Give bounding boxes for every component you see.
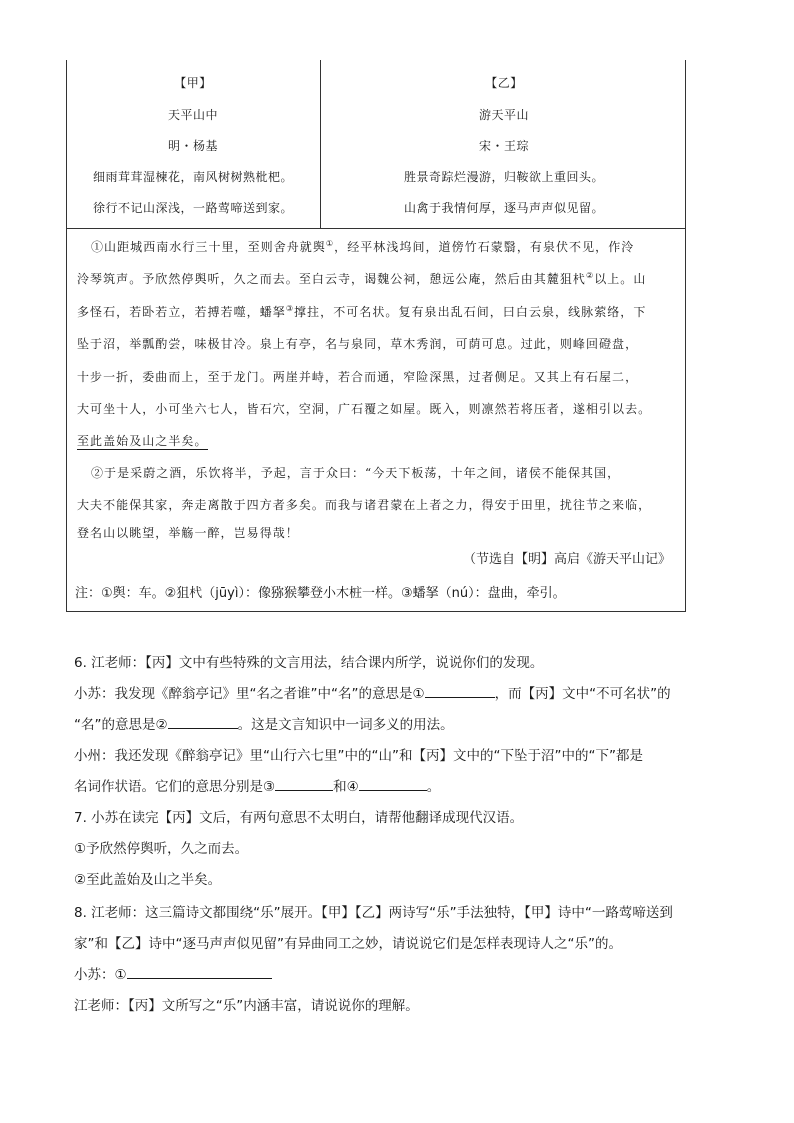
poem-jia-author: 明・杨基 xyxy=(167,139,219,153)
poem-yi-line1: 胜景奇踪烂漫游，归鞍欲上重回头。 xyxy=(403,170,605,184)
q6-su-answer-line xyxy=(74,682,671,702)
q6-su-answer-line xyxy=(74,713,454,733)
reading-table xyxy=(66,60,686,612)
prose-line: 十步一折，委曲而上，至于龙门。两崖并峙，若合而通，窄险深黑，过者侧足。又其上有石屋二， xyxy=(77,370,639,384)
column-divider xyxy=(320,60,321,228)
prose-line: 大夫不能保其家，奔走离散于四方者多矣。而我与诸君蒙在上者之力，得安于田里，扰往节之来临， xyxy=(77,498,652,512)
poem-jia-line2: 徐行不记山深浅，一路莺啼送到家。 xyxy=(92,201,294,215)
q6-zhou-text: 和④ xyxy=(333,779,359,795)
prose-line xyxy=(91,238,675,255)
answer-blank-2[interactable] xyxy=(168,716,238,729)
q6-su-text: 小苏：我发现《醉翁亭记》里“名之者谁”中“名”的意思是① xyxy=(74,686,425,702)
footnote-marker: ② xyxy=(585,271,595,280)
question-8: 8. 江老师：这三篇诗文都围绕“乐”展开。【甲】【乙】两诗写“乐”手法独特，【甲】诗中“一路莺啼送到 xyxy=(74,905,673,921)
footnote-marker: ① xyxy=(325,239,335,248)
q8-su-answer-line xyxy=(74,963,272,983)
annotation-notes: 注：①舆：车。②狙杙（jūyì）：像猕猴攀登小木桩一样。③蟠拏（nú）：盘曲，牵引。 xyxy=(75,586,566,601)
answer-blank-3[interactable] xyxy=(275,778,333,791)
prose-line: ②于是采蔚之酒，乐饮将半，予起，言于众曰：“今天下板荡，十年之间，诸侯不能保其国， xyxy=(91,466,621,480)
prose-line xyxy=(77,303,675,320)
q6-su-text: ，而【丙】文中“不可名状”的 xyxy=(494,686,671,702)
answer-blank-1[interactable] xyxy=(425,685,495,698)
prose-line: 登名山以眺望，举觞一醉，岂易得哉！ xyxy=(77,526,299,540)
prose-line: 大可坐十人，小可坐六七人，皆石穴，空洞，广石覆之如屋。既入，则凛然若将压者，遂相引以去。 xyxy=(77,402,652,416)
source-citation: （节选自【明】高启《游天平山记》 xyxy=(462,552,671,567)
poem-jia-title: 天平山中 xyxy=(167,108,219,122)
q7-sentence-1: ①予欣然停舆听，久之而去。 xyxy=(74,841,249,857)
question-8-cont: 家”和【乙】诗中“逐马声声似见留”有异曲同工之妙，请说说它们是怎样表现诗人之“乐”的。 xyxy=(74,936,622,952)
prose-text: 撑拄，不可名状。复有泉出乱石间，曰白云泉，线脉萦络，下 xyxy=(294,305,647,319)
answer-blank-4[interactable] xyxy=(359,778,427,791)
poem-yi-title: 游天平山 xyxy=(478,108,530,122)
prose-text: 泠琴筑声。予欣然停舆听，久之而去。至白云寺，谒魏公祠，憩远公庵，然后由其麓狙杙 xyxy=(77,272,586,286)
q6-zhou-text: 名词作状语。它们的意思分别是③ xyxy=(74,779,276,795)
q8-su-text: 小苏：① xyxy=(74,967,127,983)
q6-zhou-answer-line xyxy=(74,775,440,795)
q6-zhou-line: 小州：我还发现《醉翁亭记》里“山行六七里”中的“山”和【丙】文中的“下坠于沼”中的“下”都是 xyxy=(74,748,643,764)
prose-text: ①山距城西南水行三十里，至则舍舟就舆 xyxy=(91,240,326,254)
poem-jia-line1: 细雨茸茸湿楝花，南风树树熟枇杷。 xyxy=(92,170,294,184)
prose-text: 以上。山 xyxy=(594,272,647,286)
poem-yi-author: 宋・王琮 xyxy=(478,139,530,153)
answer-blank-5[interactable] xyxy=(127,966,272,979)
poem-yi-tag: 【乙】 xyxy=(485,76,523,90)
poem-jia-tag: 【甲】 xyxy=(174,76,212,90)
prose-text: ，经平林浅坞间，道傍竹石蒙翳，有泉伏不见，作泠 xyxy=(334,240,635,254)
poem-yi-line2: 山禽于我情何厚，逐马声声似见留。 xyxy=(403,201,605,215)
q8-teacher-prompt: 江老师：【丙】文所写之“乐”内涵丰富，请说说你的理解。 xyxy=(74,998,419,1014)
prose-text: 多怪石，若卧若立，若搏若噬，蟠拏 xyxy=(77,305,286,319)
prose-line: 坠于沼，举瓢酌尝，味极甘冷。泉上有亭，名与泉同，草木秀润，可荫可息。过此，则峰回磴盘， xyxy=(77,337,639,351)
prose-line xyxy=(77,270,675,287)
q6-su-text: 。这是文言知识中一词多义的用法。 xyxy=(237,717,454,733)
footnote-marker: ③ xyxy=(285,304,295,313)
q6-zhou-text: 。 xyxy=(426,779,441,795)
row-divider xyxy=(67,228,685,229)
q6-su-text: “名”的意思是② xyxy=(74,717,168,733)
question-6: 6. 江老师：【丙】文中有些特殊的文言用法，结合课内所学，说说你们的发现。 xyxy=(74,655,544,671)
underlined-sentence: 至此盖始及山之半矣。 xyxy=(77,434,208,448)
question-7: 7. 小苏在读完【丙】文后，有两句意思不太明白，请帮他翻译成现代汉语。 xyxy=(74,810,524,826)
prose-line-underlined xyxy=(77,432,675,449)
q7-sentence-2: ②至此盖始及山之半矣。 xyxy=(74,872,222,888)
